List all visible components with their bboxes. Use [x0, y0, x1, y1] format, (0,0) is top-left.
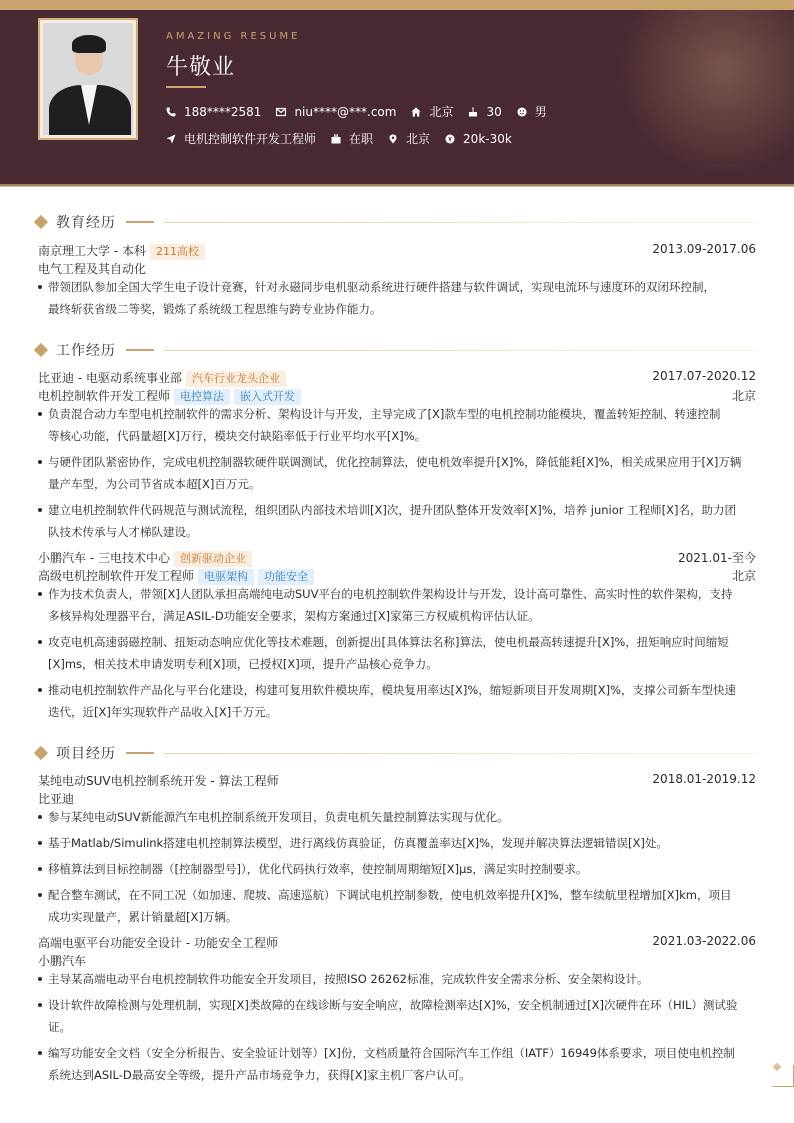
skill-tag: 功能安全 — [258, 569, 314, 585]
company-name: 比亚迪 - 电驱动系统事业部 — [38, 371, 182, 385]
job-2-bullet-2: 攻克电机高速弱磁控制、扭矩动态响应优化等技术难题，创新提出[具体算法名称]算法，使电机最高转速提升[X]%，扭矩响应时间缩短 [X]ms，相关技术申请发明专利[X]项，已授权[X]项，提升产品核心竞争力。 — [38, 631, 756, 675]
school-name: 南京理工大学 - 本科 — [38, 244, 146, 258]
job-city: 北京 — [731, 389, 756, 403]
company-tag: 汽车行业龙头企业 — [186, 371, 286, 387]
education-date: 2013.09-2017.06 — [652, 242, 756, 256]
education-major: 电气工程及其自动化 — [38, 262, 147, 276]
job-1-company-row — [38, 369, 756, 387]
job-2-bullet-1: 作为技术负责人，带领[X]人团队承担高端纯电动SUV平台的电机控制软件架构设计与开发，设计高可靠性、高实时性的软件架构，支持 多核异构处理器平台，满足ASIL-D功能安全要求，架构方案通过[X]家第三方权威机构评估认证。 — [38, 583, 756, 627]
job-1-bullet-1: 负责混合动力车型电机控制软件的需求分析、架构设计与开发，主导完成了[X]款车型的电机控制功能模块，覆盖转矩控制、转速控制 等核心功能，代码量超[X]万行，模块交付缺陷率低于行业平均水平[X]%。 — [38, 403, 756, 447]
salary-text: 20k-30k — [463, 131, 512, 146]
job-date: 2021.01-至今 — [678, 551, 756, 565]
position-title: 电机控制软件开发工程师 — [38, 389, 171, 403]
education-section-title: 教育经历 — [36, 212, 756, 232]
salary-item — [445, 132, 512, 146]
company-tag: 创新驱动企业 — [174, 551, 252, 567]
phone-text: 188****2581 — [184, 104, 262, 119]
section-diamond-icon — [34, 746, 48, 760]
avatar — [43, 23, 133, 135]
email-text: niu****@***.com — [294, 104, 397, 119]
gender-item — [517, 103, 547, 120]
gender-text: 男 — [534, 105, 547, 119]
name-underline — [166, 86, 206, 88]
job-1-bullet-3: 建立电机控制软件代码规范与测试流程，组织团队内部技术培训[X]次，提升团队整体开发效率[X]%，培养 junior 工程师[X]名，助力团 队技术传承与人才梯队建设。 — [38, 499, 756, 543]
skill-tag: 电控算法 — [174, 389, 230, 405]
city-text: 北京 — [406, 132, 431, 146]
project-2-title-row — [38, 934, 756, 951]
job-date: 2017.07-2020.12 — [652, 369, 756, 383]
project-2-bullet-1: 主导某高端电动平台电机控制软件功能安全开发项目，按照ISO 26262标准，完成软件安全需求分析、安全架构设计。 — [38, 968, 756, 990]
project-1-bullet-1: 参与某纯电动SUV新能源汽车电机控制系统开发项目，负责电机矢量控制算法实现与优化。 — [38, 806, 756, 828]
header-glow — [614, 10, 794, 170]
project-name: 高端电驱平台功能安全设计 - 功能安全工程师 — [38, 936, 278, 950]
briefcase-icon — [331, 134, 341, 144]
candidate-name: 牛敬业 — [166, 55, 236, 80]
send-icon — [166, 134, 176, 144]
job-2-bullet-3: 推动电机控制软件产品化与平台化建设，构建可复用软件模块库，模块复用率达[X]%，缩短新项目开发周期[X]%，支撑公司新车型快速 迭代，近[X]年实现软件产品收入[X]千万元。 — [38, 679, 756, 723]
top-accent-strip — [0, 0, 794, 10]
status-text: 在职 — [349, 132, 374, 146]
education-bullet: 带领团队参加全国大学生电子设计竞赛，针对永磁同步电机驱动系统进行硬件搭建与软件调试，实现电流环与速度环的双闭环控制， 最终斩获省级二等奖，锻炼了系统级工程思维与跨专业协作能力。 — [38, 276, 756, 320]
project-1-bullet-3: 移植算法到目标控制器（[控制器型号]），优化代码执行效率，使控制周期缩短[X]μs，满足实时控制要求。 — [38, 858, 756, 880]
mail-icon — [276, 107, 286, 117]
position-title: 高级电机控制软件开发工程师 — [38, 569, 195, 583]
skill-tag: 嵌入式开发 — [234, 389, 301, 405]
phone-icon — [166, 107, 176, 117]
project-name: 某纯电动SUV电机控制系统开发 - 算法工程师 — [38, 774, 279, 788]
age-item — [468, 105, 501, 119]
brand-label: AMAZING RESUME — [166, 31, 301, 42]
home-icon — [411, 107, 421, 117]
money-icon — [445, 134, 455, 144]
company-name: 小鹏汽车 - 三电技术中心 — [38, 551, 170, 565]
location-item — [411, 103, 453, 120]
profile-photo — [38, 18, 138, 140]
job-target-text: 电机控制软件开发工程师 — [184, 132, 317, 146]
job-target-item — [166, 130, 316, 147]
project-1-bullet-4: 配合整车测试，在不同工况（如加速、爬坡、高速巡航）下调试电机控制参数，使电机效率提升[X]%，整车续航里程增加[X]km，项目 成功实现量产，累计销量超[X]万辆。 — [38, 884, 756, 928]
project-2-bullet-2: 设计软件故障检测与处理机制，实现[X]类故障的在线诊断与安全响应，故障检测率达[X]%，安全机制通过[X]次硬件在环（HIL）测试验 证。 — [38, 994, 756, 1038]
school-tag: 211高校 — [150, 244, 205, 260]
project-date: 2018.01-2019.12 — [652, 772, 756, 786]
project-date: 2021.03-2022.06 — [652, 934, 756, 948]
section-diamond-icon — [34, 343, 48, 357]
email-item — [276, 105, 396, 119]
header-divider — [0, 184, 794, 187]
project-org: 小鹏汽车 — [38, 954, 87, 968]
user-icon — [517, 107, 527, 117]
project-org: 比亚迪 — [38, 792, 75, 806]
project-2-bullet-3: 编写功能安全文档（安全分析报告、安全验证计划等）[X]份，文档质量符合国际汽车工作组（IATF）16949体系要求，项目使电机控制 系统达到ASIL-D最高安全等级，提升产品市场竞争力，获得[X]家主机厂客户认可。 — [38, 1042, 756, 1086]
job-city: 北京 — [731, 569, 756, 583]
project-1-title-row — [38, 772, 756, 789]
job-intent-row — [166, 130, 527, 147]
education-school-row — [38, 242, 756, 260]
job-1-bullet-2: 与硬件团队紧密协作，完成电机控制器软硬件联调测试，优化控制算法，使电机效率提升[X]%，降低能耗[X]%，相关成果应用于[X]万辆 量产车型，为公司节省成本超[X]百万元。 — [38, 451, 756, 495]
work-section-title: 工作经历 — [36, 340, 756, 360]
project-1-bullet-2: 基于Matlab/Simulink搭建电机控制算法模型，进行离线仿真验证，仿真覆盖率达[X]%，发现并解决算法逻辑错误[X]处。 — [38, 832, 756, 854]
status-item — [331, 130, 373, 147]
phone-item — [166, 105, 261, 119]
map-pin-icon — [388, 134, 398, 144]
city-item — [388, 130, 430, 147]
cake-icon — [468, 107, 478, 117]
projects-section-title: 项目经历 — [36, 743, 756, 763]
skill-tag: 电驱架构 — [198, 569, 254, 585]
section-diamond-icon — [34, 215, 48, 229]
contact-row — [166, 103, 562, 120]
corner-ornament — [772, 1065, 794, 1087]
age-text: 30 — [486, 104, 502, 119]
location-text: 北京 — [429, 105, 454, 119]
job-2-company-row — [38, 549, 756, 567]
